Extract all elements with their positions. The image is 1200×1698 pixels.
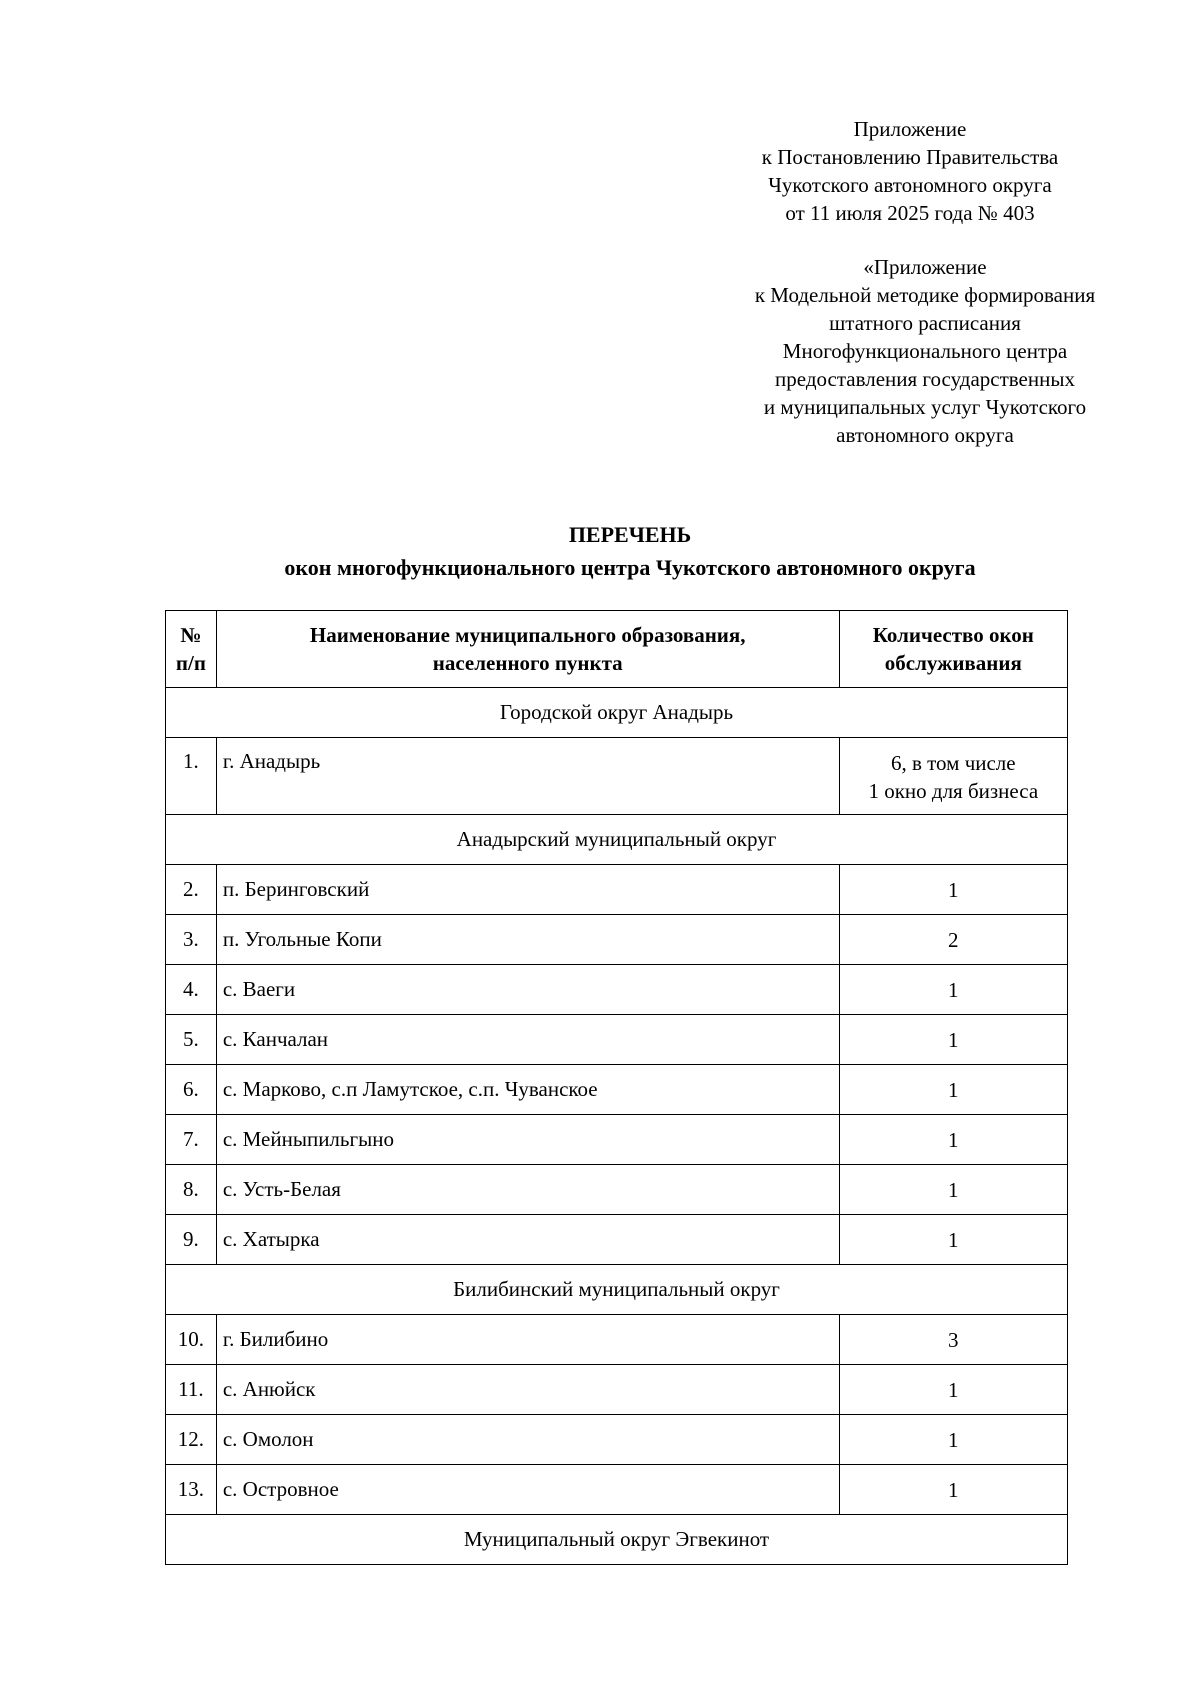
appendix-header [720,115,1100,227]
row-name: с. Усть-Белая [216,1165,839,1215]
row-count: 1 [839,1465,1067,1515]
row-name: с. Марково, с.п Ламутское, с.п. Чуванское [216,1065,839,1115]
appendix-methodology [700,253,1150,449]
row-number: 7. [166,1115,217,1165]
appendix-methodology-line: автономного округа [836,423,1014,447]
row-count: 1 [839,1065,1067,1115]
row-name: с. Мейныпильгыно [216,1115,839,1165]
row-count: 1 [839,1165,1067,1215]
row-count: 1 [839,1415,1067,1465]
row-name: с. Анюйск [216,1365,839,1415]
appendix-header-line: Чукотского автономного округа [768,173,1052,197]
section-title: Муниципальный округ Эгвекинот [166,1515,1068,1565]
table-row [166,865,1068,915]
row-count: 1 [839,965,1067,1015]
row-name: с. Канчалан [216,1015,839,1065]
row-number: 4. [166,965,217,1015]
table-header-row [166,611,1068,688]
appendix-methodology-line: штатного расписания [829,311,1021,335]
table-row [166,1365,1068,1415]
appendix-methodology-line: к Модельной методике формирования [754,283,1096,307]
row-number: 1. [166,738,217,815]
table-row [166,965,1068,1015]
section-row [166,815,1068,865]
appendix-methodology-line: предоставления государственных [775,367,1075,391]
row-number: 2. [166,865,217,915]
row-count: 1 [839,1115,1067,1165]
row-name: с. Хатырка [216,1215,839,1265]
row-name: г. Билибино [216,1315,839,1365]
row-count: 1 [839,1215,1067,1265]
row-number: 12. [166,1415,217,1465]
header-count-line2: обслуживания [884,651,1022,675]
row-count: 1 [839,1365,1067,1415]
appendix-header-line: к Постановлению Правительства [761,145,1059,169]
row-count-line2: 1 окно для бизнеса [868,779,1039,803]
row-count: 3 [839,1315,1067,1365]
document-title-sub: окон многофункционального центра Чукотского автономного округа [284,555,976,580]
appendix-methodology-line: Многофункционального центра [782,339,1068,363]
row-number: 3. [166,915,217,965]
section-row [166,1265,1068,1315]
table-row [166,1165,1068,1215]
header-name-line1: Наименование муниципального образования, [309,623,746,647]
header-number-line1: № [180,623,202,647]
appendix-methodology-line: и муниципальных услуг Чукотского [763,395,1087,419]
appendix-header-line: от 11 июля 2025 года № 403 [785,201,1035,225]
row-count: 1 [839,1015,1067,1065]
table-row [166,1015,1068,1065]
header-name-line2: населенного пункта [432,651,623,675]
row-name: п. Угольные Копи [216,915,839,965]
header-count [839,611,1067,688]
document-title-main: ПЕРЕЧЕНЬ [568,522,692,547]
row-name: п. Беринговский [216,865,839,915]
document-title [130,518,1130,584]
row-number: 13. [166,1465,217,1515]
row-number: 6. [166,1065,217,1115]
header-number-line2: п/п [175,651,206,675]
row-count [839,738,1067,815]
row-number: 8. [166,1165,217,1215]
table-row [166,1415,1068,1465]
table-row [166,738,1068,815]
row-number: 5. [166,1015,217,1065]
table-row [166,1215,1068,1265]
section-title: Анадырский муниципальный округ [166,815,1068,865]
table-row [166,1115,1068,1165]
row-name: г. Анадырь [216,738,839,815]
table-row [166,1315,1068,1365]
section-row [166,688,1068,738]
section-row [166,1515,1068,1565]
row-count: 1 [839,865,1067,915]
table-row [166,1465,1068,1515]
row-count: 2 [839,915,1067,965]
row-name: с. Ваеги [216,965,839,1015]
row-name: с. Омолон [216,1415,839,1465]
section-title: Городской округ Анадырь [166,688,1068,738]
row-number: 9. [166,1215,217,1265]
header-number [166,611,217,688]
appendix-header-line: Приложение [853,117,967,141]
row-number: 10. [166,1315,217,1365]
header-count-line1: Количество окон [872,623,1034,647]
appendix-methodology-line: «Приложение [863,255,987,279]
row-name: с. Островное [216,1465,839,1515]
windows-table [165,610,1068,1565]
row-count-line1: 6, в том числе [890,751,1016,775]
table-row [166,1065,1068,1115]
header-name [216,611,839,688]
table-row [166,915,1068,965]
row-number: 11. [166,1365,217,1415]
section-title: Билибинский муниципальный округ [166,1265,1068,1315]
